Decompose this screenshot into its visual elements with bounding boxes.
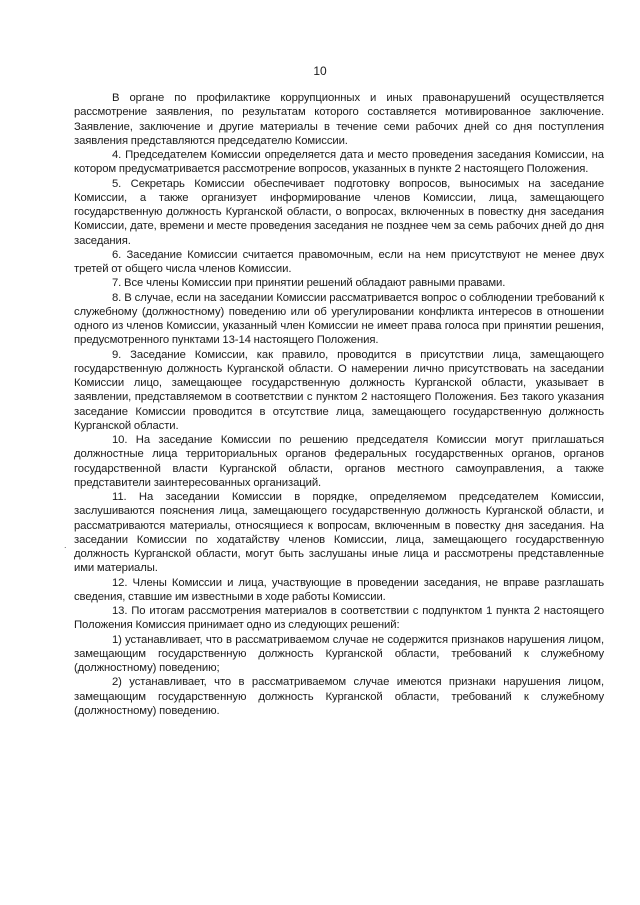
paragraph-13: 13. По итогам рассмотрения материалов в соответствии с подпунктом 1 пункта 2 настоящего Положения Комиссия принимает одно из следующих решений:	[74, 605, 604, 632]
paragraph-11: 11. На заседании Комиссии в порядке, определяемом председателем Комиссии, заслушиваются пояснения лица, замещающего государственную должность Курганской области, и рассматриваются материалы, относящиеся к вопросам, включенным в повестку дня заседания. На заседании Комиссии по ходатайству членов Комиссии, лица, замещающего государственную должность Курганской области, могут быть заслушаны иные лица и рассмотрены представленные ими материалы.	[74, 491, 604, 575]
paragraph-8: 8. В случае, если на заседании Комиссии рассматривается вопрос о соблюдении требований к служебному (должностному) поведению или об урегулировании конфликта интересов в отношении одного из членов Комиссии, указанный член Комиссии не имеет права голоса при принятии решения, предусмотренного пунктами 13-14 настоящего Положения.	[74, 291, 604, 347]
paragraph-12: 12. Члены Комиссии и лица, участвующие в проведении заседания, не вправе разглашать сведения, ставшие им известными в ходе работы Комиссии.	[74, 576, 604, 603]
paragraph-5: 5. Секретарь Комиссии обеспечивает подготовку вопросов, выносимых на заседание Комиссии, а также организует информирование членов Комиссии, лица, замещающего государственную должность Курганской области, о вопросах, включенных в повестку дня заседания Комиссии, дате, времени и месте проведения заседания не позднее чем за семь рабочих дней до дня заседания.	[74, 177, 604, 247]
paragraph-9: 9. Заседание Комиссии, как правило, проводится в присутствии лица, замещающего государственную должность Курганской области. О намерении лично присутствовать на заседании Комиссии лицо, замещающее государственную должность Курганской области, указывает в заявлении, представляемом в соответствии с пунктом 2 настоящего Положения. Без такого указания заседание Комиссии проводится в отсутствие лица, замещающего государственную должность Курганской области.	[74, 348, 604, 432]
paragraph-4: 4. Председателем Комиссии определяется дата и место проведения заседания Комиссии, на котором предусматривается рассмотрение вопросов, указанных в пункте 2 настоящего Положения.	[74, 149, 604, 176]
paragraph-intro: В органе по профилактике коррупционных и иных правонарушений осуществляется рассмотрение заявления, по результатам которого составляется мотивированное заключение. Заявление, заключение и другие материалы в течение семи рабочих дней со дня поступления заявления представляются председателю Комиссии.	[74, 92, 604, 147]
paragraph-13-item-2: 2) устанавливает, что в рассматриваемом случае имеются признаки нарушения лицом, замещающим государственную должность Курганской области, требований к служебному (должностному) поведению.	[74, 676, 604, 717]
paragraph-10: 10. На заседание Комиссии по решению председателя Комиссии могут приглашаться должностные лица территориальных органов федеральных государственных органов, органов государственной власти Курганской области, органов местного самоуправления, а также представители заинтересованных организаций.	[74, 434, 604, 489]
scan-mark: .	[64, 540, 67, 550]
paragraph-6: 6. Заседание Комиссии считается правомочным, если на нем присутствуют не менее двух третей от общего числа членов Комиссии.	[74, 248, 604, 275]
document-body	[74, 91, 604, 718]
paragraph-13-item-1: 1) устанавливает, что в рассматриваемом случае не содержится признаков нарушения лицом, замещающим государственную должность Курганской области, требований к служебному (должностному) поведению;	[74, 633, 604, 674]
page-number: 10	[313, 64, 327, 78]
paragraph-7: 7. Все члены Комиссии при принятии решений обладают равными правами.	[112, 277, 506, 290]
